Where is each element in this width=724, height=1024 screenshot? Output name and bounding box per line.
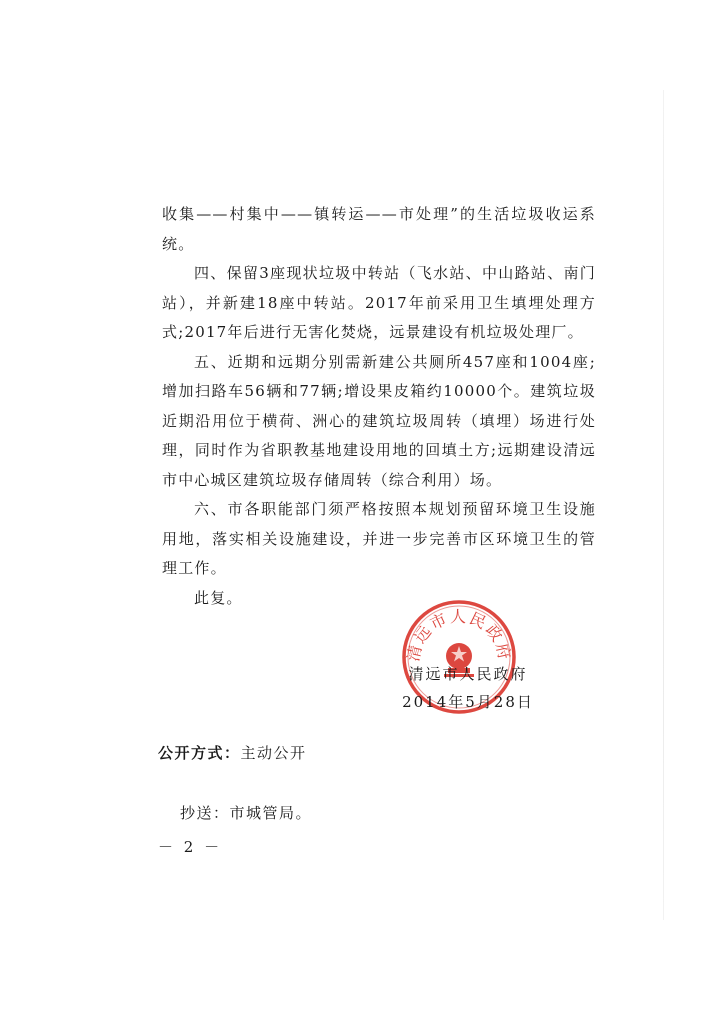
paragraph: 此复。	[194, 588, 243, 607]
page-edge-shadow	[663, 90, 664, 920]
document-body	[162, 200, 596, 613]
disclosure-value: 主动公开	[240, 744, 307, 762]
disclosure-label: 公开方式：	[158, 744, 241, 762]
signature-block	[398, 660, 538, 716]
signature-date: 2014年5月28日	[402, 693, 534, 711]
paragraph: 五、近期和远期分别需新建公共厕所457座和1004座;增加扫路车56辆和77辆;增设果皮箱约10000个。建筑垃圾近期沿用位于横荷、洲心的建筑垃圾周转（填埋）场进行处理，同时作为省职教基地建设用地的回填土方;远期建设清远市中心城区建筑垃圾存储周转（综合利用）场。	[162, 352, 596, 489]
page-number: － 2 －	[158, 838, 223, 856]
seal-text: 清远市人民政府	[403, 607, 515, 664]
paragraph: 六、市各职能部门须严格按照本规划预留环境卫生设施用地，落实相关设施建设，并进一步完善市区环境卫生的管理工作。	[162, 500, 596, 577]
signature-organization: 清远市人民政府	[408, 665, 528, 683]
disclosure-method	[158, 742, 307, 763]
cc-recipients: 抄送：市城管局。	[180, 804, 313, 822]
paragraph: 四、保留3座现状垃圾中转站（飞水站、中山路站、南门站），并新建18座中转站。2017年前采用卫生填埋处理方式;2017年后进行无害化焚烧，远景建设有机垃圾处理厂。	[162, 264, 596, 341]
paragraph: 收集——村集中——镇转运——市处理”的生活垃圾收运系统。	[162, 205, 596, 253]
